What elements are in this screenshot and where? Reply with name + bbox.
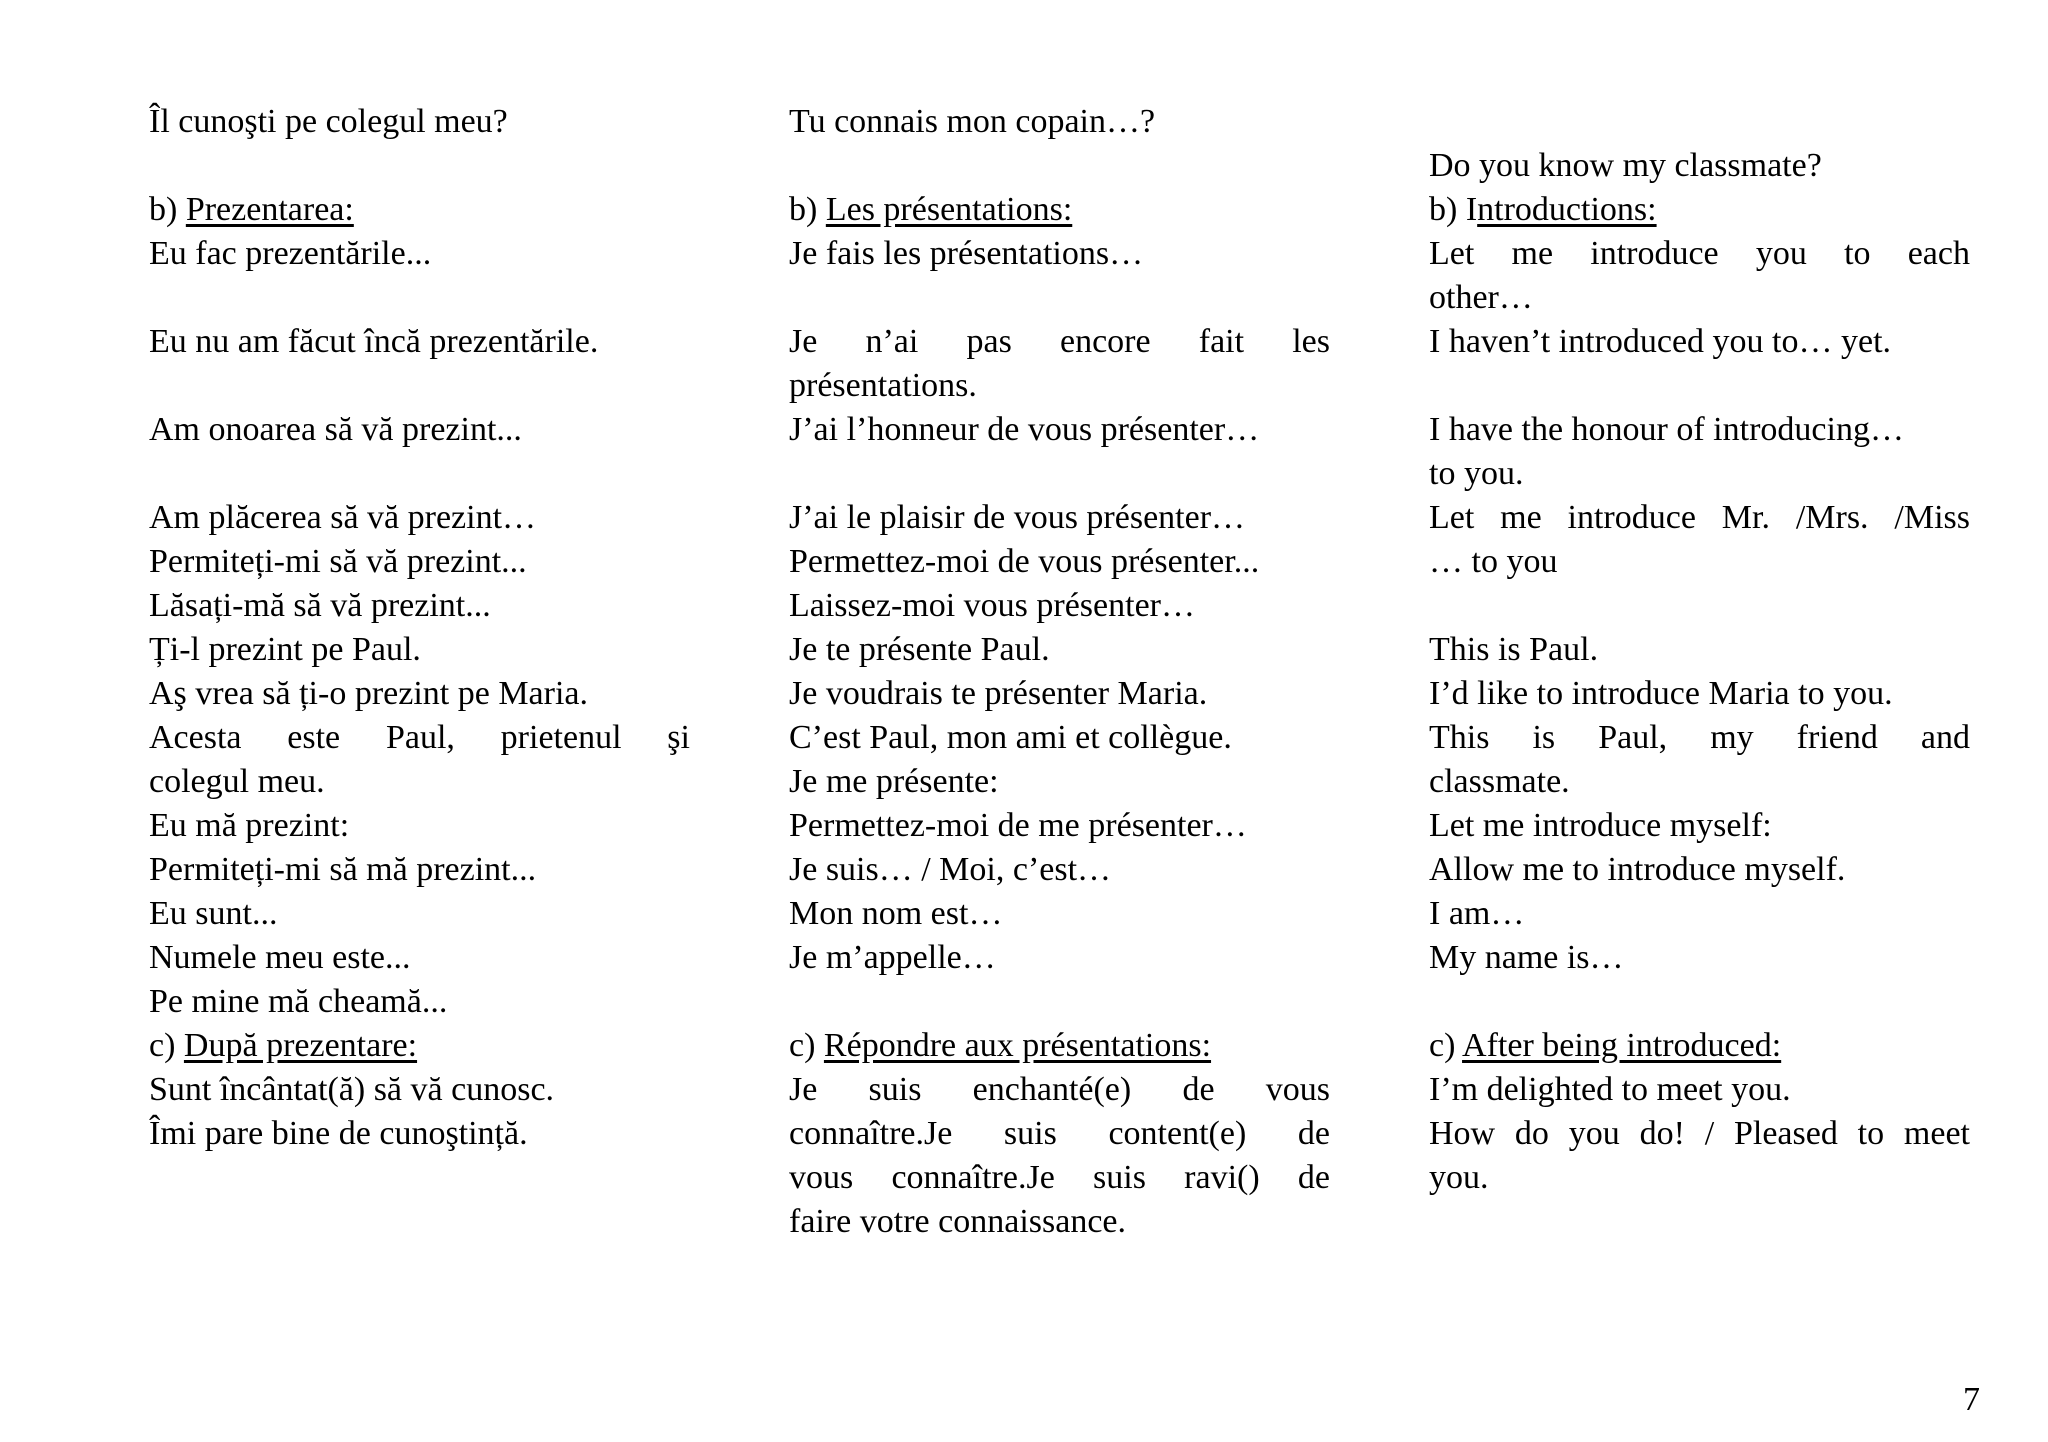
ro-line: Eu sunt... bbox=[149, 895, 278, 932]
ro-c-prefix: c) bbox=[149, 1027, 184, 1064]
en-line: I have the honour of introducing… bbox=[1429, 411, 1904, 448]
fr-line: vous connaître.Je suis ravi() de bbox=[789, 1159, 1330, 1196]
en-line: classmate. bbox=[1429, 763, 1570, 800]
ro-line: Eu mă prezint: bbox=[149, 807, 350, 844]
ro-line: Am onoarea să vă prezint... bbox=[149, 411, 522, 448]
fr-line: Je voudrais te présenter Maria. bbox=[789, 675, 1208, 712]
fr-line: Je suis enchanté(e) de vous bbox=[789, 1071, 1330, 1108]
en-b-title: ntroductions: bbox=[1477, 191, 1657, 228]
fr-line: Laissez-moi vous présenter… bbox=[789, 587, 1195, 624]
ro-line: Am plăcerea să vă prezint… bbox=[149, 499, 537, 536]
en-line: This is Paul. bbox=[1429, 631, 1599, 668]
en-section-c-heading bbox=[1429, 1024, 1970, 1068]
fr-line: Permettez-moi de vous présenter... bbox=[789, 543, 1260, 580]
en-c-prefix: c) bbox=[1429, 1027, 1463, 1064]
fr-line: Je m’appelle… bbox=[789, 939, 996, 976]
ro-section-b-heading bbox=[149, 188, 690, 232]
fr-line: Je n’ai pas encore fait les bbox=[789, 323, 1330, 360]
fr-question: Tu connais mon copain…? bbox=[789, 103, 1156, 140]
ro-line: Eu fac prezentările... bbox=[149, 235, 432, 272]
ro-line: Ți-l prezint pe Paul. bbox=[149, 631, 421, 668]
fr-line: Permettez-moi de me présenter… bbox=[789, 807, 1247, 844]
ro-section-c-heading bbox=[149, 1024, 690, 1068]
fr-line: Je fais les présentations… bbox=[789, 235, 1144, 272]
en-c-title: After being introduced: bbox=[1462, 1027, 1782, 1064]
ro-line: Lăsați-mă să vă prezint... bbox=[149, 587, 491, 624]
en-line: This is Paul, my friend and bbox=[1429, 719, 1970, 756]
en-section-b-heading bbox=[1429, 188, 1970, 232]
en-line: I’d like to introduce Maria to you. bbox=[1429, 675, 1893, 712]
en-line: … to you bbox=[1429, 543, 1558, 580]
en-line: Let me introduce myself: bbox=[1429, 807, 1772, 844]
en-line: you. bbox=[1429, 1159, 1489, 1196]
fr-line: Je suis… / Moi, c’est… bbox=[789, 851, 1112, 888]
fr-b-prefix: b) bbox=[789, 191, 826, 228]
fr-line: J’ai l’honneur de vous présenter… bbox=[789, 411, 1260, 448]
fr-line: présentations. bbox=[789, 367, 977, 404]
ro-b-title: Prezentarea: bbox=[185, 191, 354, 228]
en-line: How do you do! / Pleased to meet bbox=[1429, 1115, 1970, 1152]
en-question: Do you know my classmate? bbox=[1429, 147, 1822, 184]
fr-c-prefix: c) bbox=[789, 1027, 824, 1064]
ro-line: Îmi pare bine de cunoştință. bbox=[149, 1115, 528, 1152]
ro-line: Eu nu am făcut încă prezentările. bbox=[149, 323, 599, 360]
en-line: I’m delighted to meet you. bbox=[1429, 1071, 1791, 1108]
fr-section-b-heading bbox=[789, 188, 1330, 232]
en-line: to you. bbox=[1429, 455, 1524, 492]
ro-line: Permiteți-mi să vă prezint... bbox=[149, 543, 527, 580]
ro-question: Îl cunoşti pe colegul meu? bbox=[149, 103, 508, 140]
en-line: I haven’t introduced you to… yet. bbox=[1429, 323, 1892, 360]
en-line: My name is… bbox=[1429, 939, 1624, 976]
fr-line: Je me présente: bbox=[789, 763, 999, 800]
fr-b-title: Les présentations: bbox=[825, 191, 1073, 228]
fr-line: J’ai le plaisir de vous présenter… bbox=[789, 499, 1246, 536]
fr-line: faire votre connaissance. bbox=[789, 1203, 1126, 1240]
ro-line: Acesta este Paul, prietenul şi bbox=[149, 719, 690, 756]
fr-line: C’est Paul, mon ami et collègue. bbox=[789, 719, 1232, 756]
en-line: Allow me to introduce myself. bbox=[1429, 851, 1846, 888]
fr-line: connaître.Je suis content(e) de bbox=[789, 1115, 1330, 1152]
ro-line: colegul meu. bbox=[149, 763, 325, 800]
fr-line: Je te présente Paul. bbox=[789, 631, 1050, 668]
ro-line: Numele meu este... bbox=[149, 939, 411, 976]
en-line: Let me introduce you to each bbox=[1429, 235, 1970, 272]
ro-c-title: După prezentare: bbox=[183, 1027, 418, 1064]
en-line: I am… bbox=[1429, 895, 1525, 932]
en-line: Let me introduce Mr. /Mrs. /Miss bbox=[1429, 499, 1970, 536]
page-number: 7 bbox=[1963, 1381, 1980, 1418]
ro-line: Permiteți-mi să mă prezint... bbox=[149, 851, 537, 888]
fr-c-title: Répondre aux présentations: bbox=[823, 1027, 1212, 1064]
ro-line: Sunt încântat(ă) să vă cunosc. bbox=[149, 1071, 555, 1108]
en-b-prefix: b) I bbox=[1429, 191, 1478, 228]
fr-section-c-heading bbox=[789, 1024, 1330, 1068]
ro-line: Pe mine mă cheamă... bbox=[149, 983, 448, 1020]
ro-line: Aş vrea să ți-o prezint pe Maria. bbox=[149, 675, 588, 712]
en-line: other… bbox=[1429, 279, 1533, 316]
fr-line: Mon nom est… bbox=[789, 895, 1003, 932]
ro-b-prefix: b) bbox=[149, 191, 186, 228]
